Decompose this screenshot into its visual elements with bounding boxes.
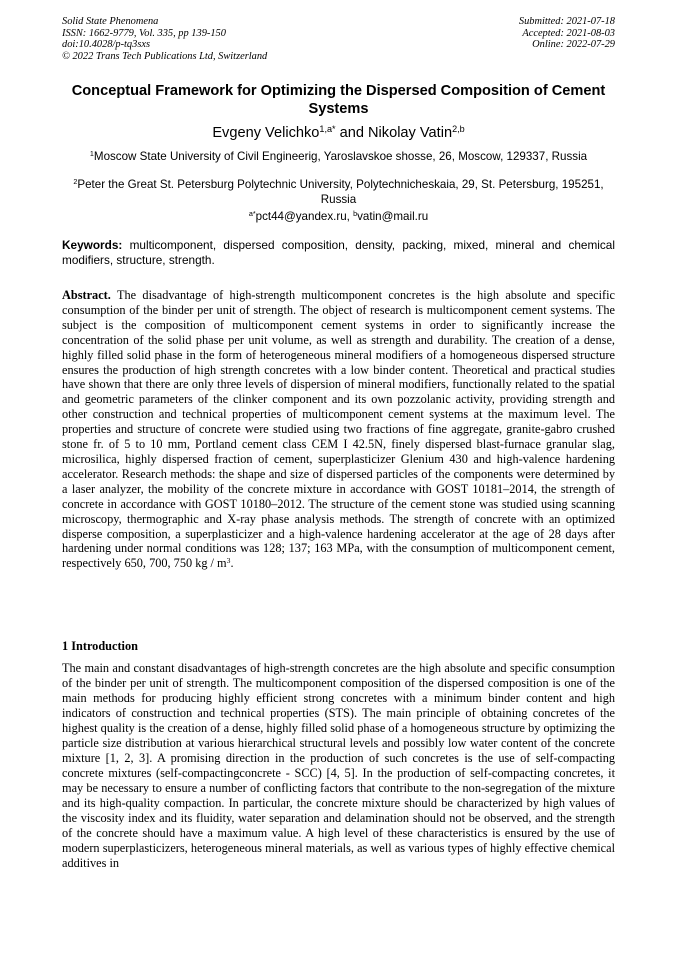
author-2: Nikolay Vatin xyxy=(368,125,453,141)
paper-title: Conceptual Framework for Optimizing the Dispersed Composition of Cement Systems xyxy=(71,83,606,117)
author-1-mark: 1,a* xyxy=(319,124,336,135)
introduction-paragraph: The main and constant disadvantages of high-strength concretes are the high absolute and specific consumption of the binder per unit of strength. The multicomponent composition of the dispersed composition is one of the main methods for producing highly efficient strong concretes with a minimum binder content and high indicators of construction and technical properties (STS). The main principle of obtaining concretes of the highest quality is the creation of a dense, highly filled solid phase of a homogeneous structure by optimizing the particle size distribution at various hierarchical structural levels and possibly low water content of the concrete mixture [1, 2, 3]. A promising direction in the production of such concretes is the use of self-compacting concrete mixtures (self-compactingconcrete - SCC) [4, 5]. In the production of self-compacting concretes, it may be necessary to ensure a number of conflicting factors that contribute to the non-segregation of the mixture and its high-quality compaction. In particular, the concrete mixture should be characterized by high values of the viscosity index and its fluidity, water separation and delamination should not be observed, and the strength of the concrete should have a maximum value. A high level of these characteristics is ensured by the use of modern superplasticizers, heterogeneous mineral materials, as well as various types of highly effective chemical additives in xyxy=(62,661,615,870)
email-a[interactable]: pct44@yandex.ru, xyxy=(255,210,354,223)
affiliation-1 xyxy=(62,150,615,165)
affiliation-2-text: Peter the Great St. Petersburg Polytechnic University, Polytechnicheskaia, 29, St. Petersburg, 195251, Russia xyxy=(77,178,604,206)
section-heading-introduction: 1 Introduction xyxy=(62,639,138,653)
author-conjunction: and xyxy=(335,125,368,141)
journal-name: Solid State Phenomena xyxy=(62,16,159,27)
abstract-label: Abstract. xyxy=(62,288,111,302)
author-2-mark: 2,b xyxy=(452,124,465,135)
author-1: Evgeny Velichko xyxy=(212,125,320,141)
affiliation-2 xyxy=(62,178,615,207)
email-line xyxy=(62,210,615,225)
affiliation-1-text: Moscow State University of Civil Engineerig, Yaroslavskoe shosse, 26, Moscow, 129337, Russia xyxy=(93,150,588,163)
author-line xyxy=(62,124,615,142)
journal-issn: ISSN: 1662-9779, Vol. 335, pp 139-150 xyxy=(62,27,226,39)
abstract xyxy=(62,288,615,571)
submitted-date: Submitted: 2021-07-18 xyxy=(518,16,615,27)
abstract-end: . xyxy=(230,556,234,571)
abstract-unit-superscript: 3 xyxy=(226,556,231,566)
abstract-text: The disadvantage of high-strength multicomponent concretes is the high absolute and specific consumption of the binder per unit of strength. The object of research is multicomponent cement systems. The subject is the composition of multicomponent cement systems in order to significantly increase the concentration of the solid phase per unit volume, as well as strength and durability. The creation of a dense, highly filled solid phase in the form of heterogeneous mineral modifiers of a homogeneous dispersed structure ensures the production of high strength concretes with a low binder content. Theoretical and practical studies have shown that there are only three levels of dispersion of mineral modifiers, functionally related to the spatial and geometric parameters of the clinker component and its own pozzolanic activity, providing strength and other construction and technical properties of multicomponent cement systems at the maximum level. The properties and structure of concrete were studied using two fractions of fine aggregate, granite-gabro crushed stone fr. of 5 to 10 mm, Portland cement class CEM I 42.5N, finely dispersed blast-furnace granular slag, microsilica, highly dispersed fraction of cement, superplasticizer Glenium 430 and high-valence hardening accelerator. Research methods: the shape and size of dispersed particles of the components were determined by a laser analyzer, the mobility of the concrete mixture in accordance with GOST 10181–2014, the strength of concrete in accordance with GOST 10180–2012. The structure of the cement stone was studied using scanning microscopy, thermographic and X-ray phase analysis methods. The strength of concrete with an optimized disperse composition, a superplasticizer and a high-valence hardening accelerator at the age of 28 days after hardening under normal conditions was 128; 137; 163 MPa, with the consumption of multicomponent cement, respectively 650, 700, 750 kg / m xyxy=(62,288,615,571)
keywords-label: Keywords: xyxy=(62,238,123,252)
accepted-date: Accepted: 2021-08-03 xyxy=(522,27,615,39)
online-date: Online: 2022-07-29 xyxy=(532,39,615,51)
email-b-mark: b xyxy=(353,209,358,219)
email-b[interactable]: vatin@mail.ru xyxy=(357,210,429,223)
keywords xyxy=(62,238,615,267)
journal-header-left xyxy=(62,16,267,62)
journal-doi: doi:10.4028/p-tq3sxs xyxy=(62,39,151,51)
affiliation-1-mark: 1 xyxy=(89,149,94,159)
keywords-text: multicomponent, dispersed composition, density, packing, mixed, mineral and chemical modifiers, structure, strength. xyxy=(62,238,615,267)
affiliation-2-mark: 2 xyxy=(73,177,78,187)
journal-header-right xyxy=(519,16,615,51)
journal-copyright: © 2022 Trans Tech Publications Ltd, Switzerland xyxy=(62,50,268,62)
email-a-mark: a* xyxy=(248,209,256,219)
